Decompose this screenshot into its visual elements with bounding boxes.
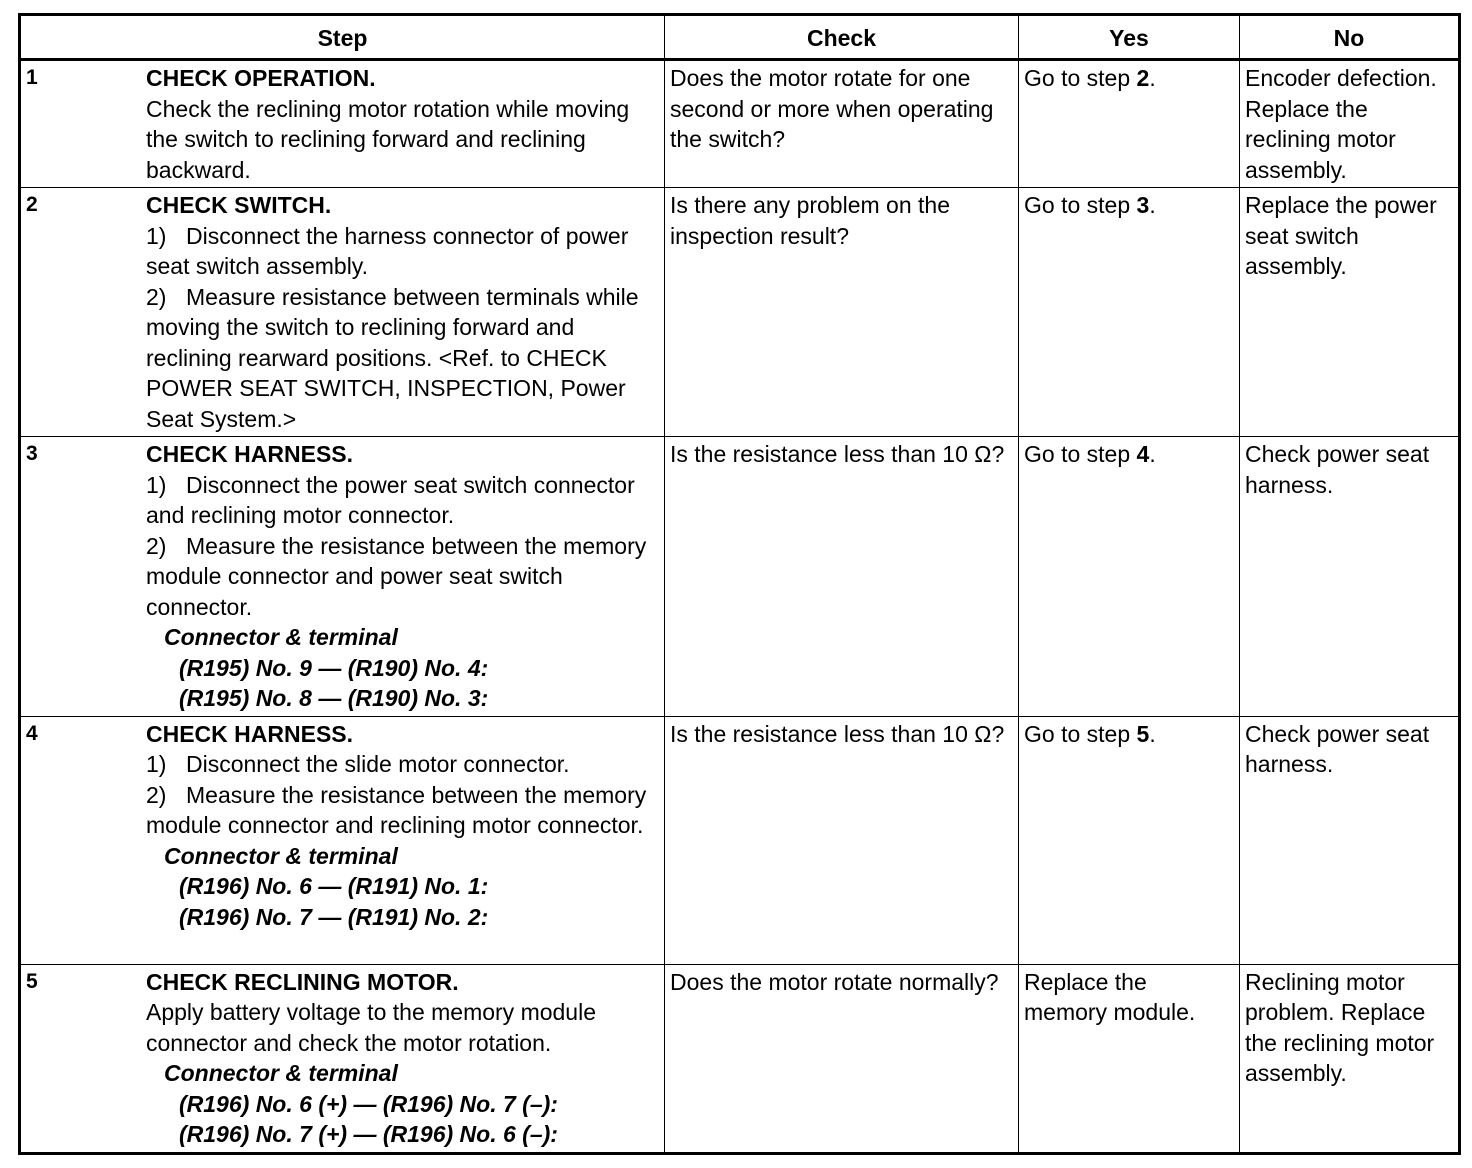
substep-index: 2): [146, 781, 167, 808]
substep-index: 1): [146, 222, 167, 249]
header-no: No: [1240, 15, 1460, 60]
yes-prefix: Go to step: [1024, 192, 1137, 218]
check-cell: Does the motor rotate normally?: [665, 964, 1019, 1153]
yes-step-ref: 3: [1136, 192, 1150, 218]
table-row: [20, 188, 1460, 437]
substep: [146, 470, 660, 531]
yes-prefix: Go to step: [1024, 65, 1137, 91]
table-row: [20, 964, 1460, 1153]
table-row: [20, 60, 1460, 188]
yes-step-ref: 5: [1136, 720, 1150, 747]
step-number: 2: [26, 193, 38, 216]
step-title: CHECK HARNESS.: [146, 720, 354, 747]
connector-terminal-pair: (R196) No. 6 (+) — (R196) No. 7 (–):: [179, 1090, 558, 1117]
substep-text: Disconnect the harness connector of power seat switch assembly.: [146, 222, 629, 279]
yes-cell: [1019, 437, 1240, 717]
yes-suffix: .: [1149, 441, 1156, 467]
check-cell: Does the motor rotate for one second or more when operating the switch?: [665, 60, 1019, 188]
connector-terminal-label: Connector & terminal: [164, 624, 398, 650]
substep: [146, 531, 660, 623]
step-title: CHECK RECLINING MOTOR.: [146, 968, 459, 995]
yes-step-ref: 2: [1136, 65, 1150, 91]
table-row: [20, 437, 1460, 717]
substep-text: Measure the resistance between the memory module connector and power seat switch connector.: [146, 532, 647, 620]
step-text: Apply battery voltage to the memory module connector and check the motor rotation.: [146, 999, 597, 1056]
yes-suffix: .: [1149, 192, 1156, 218]
yes-suffix: .: [1149, 720, 1156, 747]
substep-text: Measure the resistance between the memory module connector and reclining motor connector.: [146, 781, 647, 838]
step-cell: [20, 716, 665, 964]
no-cell: Replace the power seat switch assembly.: [1240, 188, 1460, 437]
step-text: Check the reclining motor rotation while moving the switch to reclining forward and reclining backward.: [146, 95, 630, 183]
yes-step-ref: 4: [1136, 441, 1150, 467]
step-number: 3: [26, 442, 38, 465]
check-cell: Is the resistance less than 10 Ω?: [665, 437, 1019, 717]
header-step: Step: [20, 15, 665, 60]
yes-cell: [1019, 188, 1240, 437]
yes-prefix: Go to step: [1024, 720, 1137, 747]
yes-cell: [1019, 60, 1240, 188]
no-cell: Encoder defection. Replace the reclining motor assembly.: [1240, 60, 1460, 188]
step-title: CHECK SWITCH.: [146, 192, 332, 218]
step-cell: [20, 188, 665, 437]
no-cell: Check power seat harness.: [1240, 716, 1460, 964]
no-cell: Check power seat harness.: [1240, 437, 1460, 717]
table-row: [20, 716, 1460, 964]
connector-terminal-pair: (R196) No. 7 (+) — (R196) No. 6 (–):: [179, 1121, 558, 1147]
diagnostic-table: [18, 13, 1461, 1155]
header-yes: Yes: [1019, 15, 1240, 60]
connector-terminal-pair: (R196) No. 6 — (R191) No. 1:: [179, 873, 489, 899]
step-title: CHECK OPERATION.: [146, 65, 376, 91]
substep: [146, 282, 660, 435]
step-cell: [20, 964, 665, 1153]
yes-prefix: Go to step: [1024, 441, 1137, 467]
step-title: CHECK HARNESS.: [146, 441, 354, 467]
substep-index: 1): [146, 751, 167, 777]
step-number: 1: [26, 66, 38, 89]
substep-index: 1): [146, 471, 167, 498]
connector-terminal-label: Connector & terminal: [164, 842, 398, 869]
step-number: 4: [26, 721, 38, 745]
yes-cell: [1019, 716, 1240, 964]
step-cell: [20, 437, 665, 717]
header-check: Check: [665, 15, 1019, 60]
substep: [146, 749, 660, 780]
header-row: [20, 15, 1460, 60]
connector-terminal-pair: (R195) No. 9 — (R190) No. 4:: [179, 654, 489, 681]
substep-text: Disconnect the slide motor connector.: [186, 751, 570, 777]
substep-index: 2): [146, 532, 167, 559]
substep-text: Measure resistance between terminals while moving the switch to reclining forward and reclining rearward positions. <Ref. to CHECK POWER SEAT SWITCH, INSPECTION, Power Seat System.>: [146, 283, 639, 432]
yes-suffix: .: [1149, 65, 1156, 91]
check-cell: Is there any problem on the inspection result?: [665, 188, 1019, 437]
no-cell: Reclining motor problem. Replace the reclining motor assembly.: [1240, 964, 1460, 1153]
connector-terminal-pair: (R195) No. 8 — (R190) No. 3:: [179, 685, 489, 711]
connector-terminal-pair: (R196) No. 7 — (R191) No. 2:: [179, 903, 489, 930]
check-cell: Is the resistance less than 10 Ω?: [665, 716, 1019, 964]
substep-index: 2): [146, 283, 167, 310]
substep: [146, 780, 660, 841]
substep-text: Disconnect the power seat switch connector and reclining motor connector.: [146, 471, 635, 528]
yes-cell: Replace the memory module.: [1019, 964, 1240, 1153]
step-cell: [20, 60, 665, 188]
step-number: 5: [26, 969, 38, 993]
substep: [146, 221, 660, 282]
connector-terminal-label: Connector & terminal: [164, 1060, 398, 1086]
